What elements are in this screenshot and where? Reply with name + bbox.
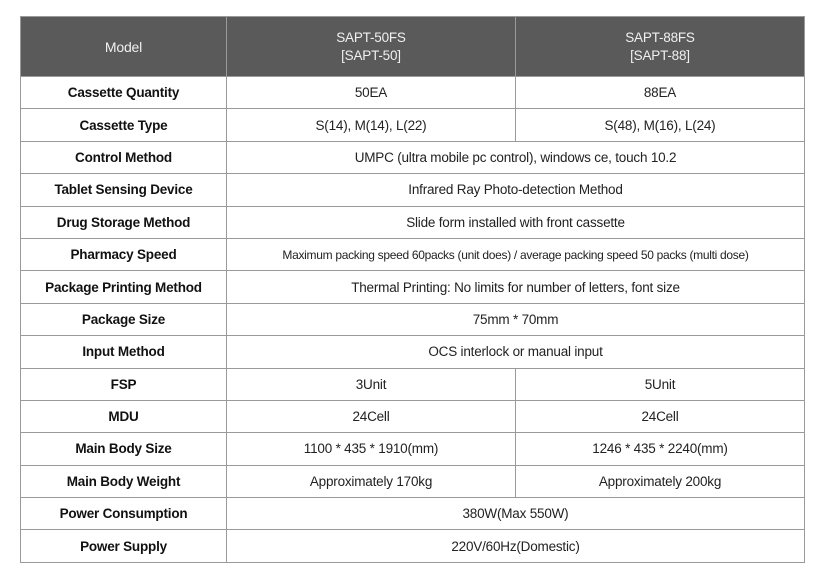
cell-input-method: OCS interlock or manual input <box>227 336 805 368</box>
cell-mdu-50: 24Cell <box>227 400 516 432</box>
cell-cassette-type-50: S(14), M(14), L(22) <box>227 109 516 141</box>
spec-table <box>20 16 805 563</box>
table-row <box>21 530 805 562</box>
cell-main-body-weight-50: Approximately 170kg <box>227 465 516 497</box>
cell-package-size: 75mm * 70mm <box>227 303 805 335</box>
model-sapt-50-alias: [SAPT-50] <box>341 47 401 63</box>
cell-mdu-88: 24Cell <box>516 400 805 432</box>
row-label-cassette-quantity: Cassette Quantity <box>21 77 227 109</box>
table-row <box>21 336 805 368</box>
row-label-pharmacy-speed: Pharmacy Speed <box>21 238 227 270</box>
model-sapt-50fs-name: SAPT-50FS <box>336 29 406 45</box>
table-row <box>21 498 805 530</box>
cell-main-body-size-88: 1246 * 435 * 2240(mm) <box>516 433 805 465</box>
table-row <box>21 465 805 497</box>
table-row <box>21 368 805 400</box>
cell-cassette-type-88: S(48), M(16), L(24) <box>516 109 805 141</box>
cell-cassette-quantity-50: 50EA <box>227 77 516 109</box>
cell-control-method: UMPC (ultra mobile pc control), windows ce, touch 10.2 <box>227 141 805 173</box>
row-label-mdu: MDU <box>21 400 227 432</box>
cell-fsp-88: 5Unit <box>516 368 805 400</box>
table-row <box>21 271 805 303</box>
row-label-fsp: FSP <box>21 368 227 400</box>
row-label-drug-storage: Drug Storage Method <box>21 206 227 238</box>
model-header: Model <box>21 17 227 77</box>
cell-power-supply: 220V/60Hz(Domestic) <box>227 530 805 562</box>
table-row <box>21 238 805 270</box>
cell-fsp-50: 3Unit <box>227 368 516 400</box>
cell-main-body-weight-88: Approximately 200kg <box>516 465 805 497</box>
row-label-package-printing: Package Printing Method <box>21 271 227 303</box>
row-label-tablet-sensing: Tablet Sensing Device <box>21 174 227 206</box>
table-row <box>21 303 805 335</box>
model-sapt-88-alias: [SAPT-88] <box>630 47 690 63</box>
cell-tablet-sensing: Infrared Ray Photo-detection Method <box>227 174 805 206</box>
cell-main-body-size-50: 1100 * 435 * 1910(mm) <box>227 433 516 465</box>
model-sapt-50fs-header <box>227 17 516 77</box>
row-label-cassette-type: Cassette Type <box>21 109 227 141</box>
cell-drug-storage: Slide form installed with front cassette <box>227 206 805 238</box>
table-row <box>21 141 805 173</box>
table-row <box>21 433 805 465</box>
row-label-input-method: Input Method <box>21 336 227 368</box>
cell-power-consumption: 380W(Max 550W) <box>227 498 805 530</box>
cell-package-printing: Thermal Printing: No limits for number of letters, font size <box>227 271 805 303</box>
row-label-main-body-size: Main Body Size <box>21 433 227 465</box>
cell-pharmacy-speed: Maximum packing speed 60packs (unit does) / average packing speed 50 packs (multi dose) <box>227 238 805 270</box>
table-row <box>21 77 805 109</box>
cell-cassette-quantity-88: 88EA <box>516 77 805 109</box>
row-label-main-body-weight: Main Body Weight <box>21 465 227 497</box>
table-row <box>21 174 805 206</box>
model-sapt-88fs-header <box>516 17 805 77</box>
table-row <box>21 206 805 238</box>
table-row <box>21 400 805 432</box>
table-row <box>21 109 805 141</box>
row-label-control-method: Control Method <box>21 141 227 173</box>
header-row <box>21 17 805 77</box>
row-label-power-supply: Power Supply <box>21 530 227 562</box>
row-label-package-size: Package Size <box>21 303 227 335</box>
row-label-power-consumption: Power Consumption <box>21 498 227 530</box>
model-sapt-88fs-name: SAPT-88FS <box>625 29 695 45</box>
